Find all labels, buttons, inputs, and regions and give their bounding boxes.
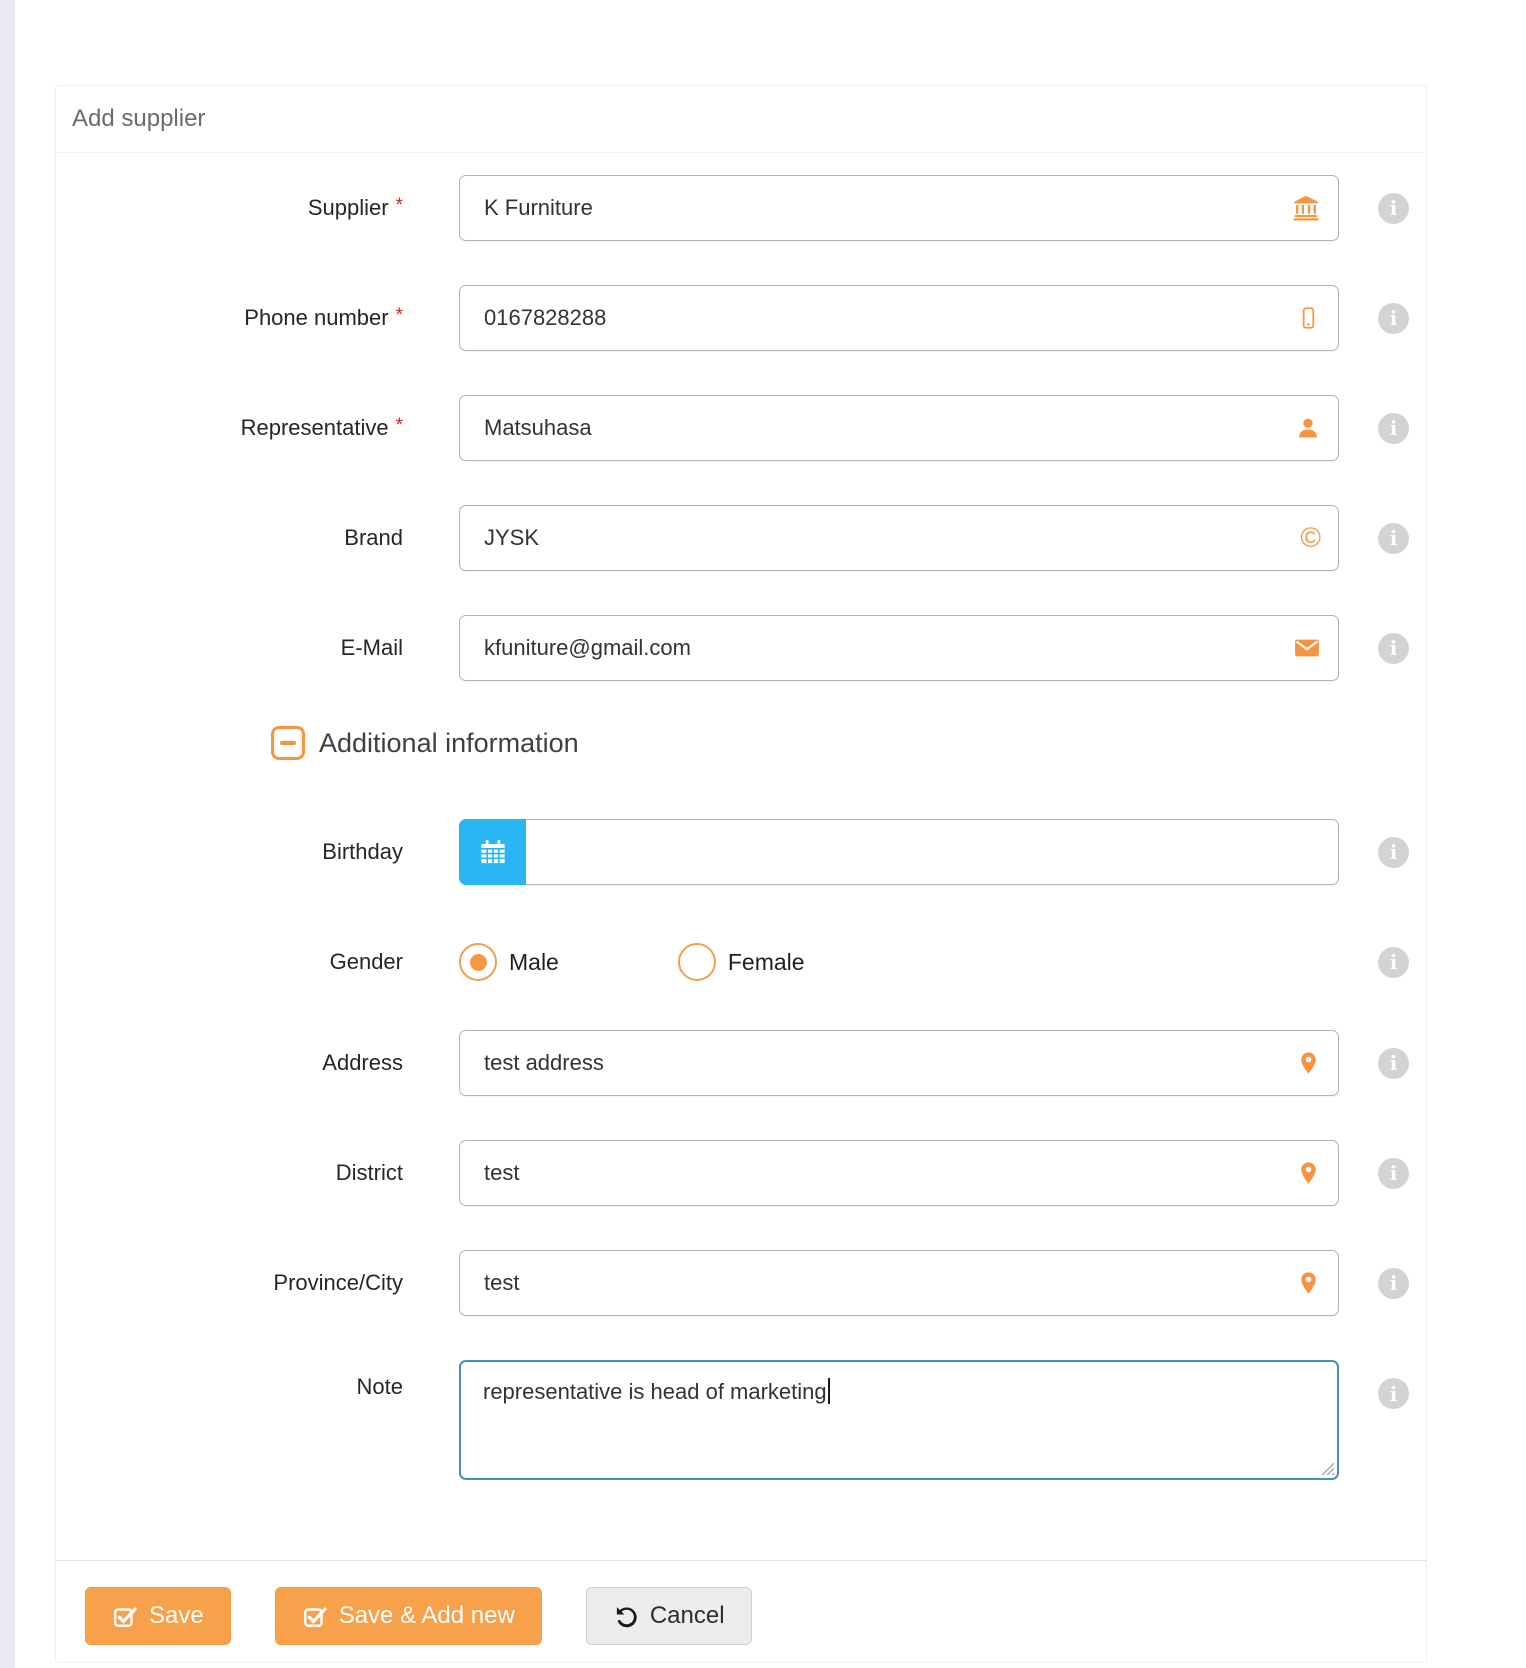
supplier-label: Supplier * [307,195,403,220]
resize-handle[interactable] [1321,1462,1334,1475]
note-text: representative is head of marketing [483,1379,827,1404]
mobile-icon [1296,306,1321,331]
note-textarea[interactable] [459,1360,1339,1480]
gender-female-radio[interactable] [678,943,716,981]
phone-input[interactable] [459,285,1339,351]
add-supplier-panel [55,85,1427,1663]
check-square-icon [302,1603,328,1629]
text-cursor [828,1378,830,1404]
note-row [56,1360,1426,1480]
calendar-icon [478,837,508,867]
birthday-input[interactable] [526,819,1339,885]
user-icon [1295,415,1321,441]
birthday-calendar-button[interactable] [459,819,526,885]
map-marker-icon [1296,1161,1321,1186]
panel-header [56,86,1426,153]
brand-row [56,505,1426,571]
supplier-row [56,175,1426,241]
gender-male-label[interactable]: Male [509,948,559,975]
page-title: Add supplier [72,105,206,132]
info-icon[interactable]: i [1378,947,1409,978]
phone-label: Phone number * [244,305,403,330]
email-label: E-Mail [340,635,403,660]
representative-row [56,395,1426,461]
envelope-icon [1293,634,1321,662]
info-icon[interactable]: i [1378,413,1409,444]
panel-footer [56,1560,1426,1662]
required-asterisk: * [395,305,403,326]
gender-female-label[interactable]: Female [727,948,805,975]
birthday-row [56,819,1426,885]
bank-icon [1291,193,1321,223]
district-label: District [335,1160,403,1185]
required-asterisk: * [395,415,403,436]
info-icon[interactable]: i [1378,303,1409,334]
district-input[interactable] [459,1140,1339,1206]
supplier-input[interactable] [459,175,1339,241]
province-label: Province/City [273,1270,403,1295]
save-button[interactable]: Save [85,1587,231,1645]
map-marker-icon [1296,1271,1321,1296]
page-left-gutter [0,0,15,1668]
copyright-icon: © [1300,522,1321,553]
cancel-button[interactable]: Cancel [586,1587,752,1645]
note-label: Note [356,1374,403,1399]
required-asterisk: * [395,195,403,216]
minus-square-icon[interactable] [271,726,305,760]
gender-label: Gender [329,949,403,974]
district-row [56,1140,1426,1206]
birthday-label: Birthday [322,839,403,864]
info-icon[interactable]: i [1378,633,1409,664]
address-row [56,1030,1426,1096]
map-marker-icon [1296,1051,1321,1076]
gender-male-radio[interactable] [459,943,497,981]
province-row [56,1250,1426,1316]
additional-info-label: Additional information [319,727,579,758]
info-icon[interactable]: i [1378,523,1409,554]
representative-label: Representative * [240,415,403,440]
info-icon[interactable]: i [1378,1378,1409,1409]
info-icon[interactable]: i [1378,837,1409,868]
gender-row [56,929,1426,995]
info-icon[interactable]: i [1378,1158,1409,1189]
province-input[interactable] [459,1250,1339,1316]
info-icon[interactable]: i [1378,1268,1409,1299]
additional-info-toggle[interactable] [56,725,1426,761]
email-row [56,615,1426,681]
info-icon[interactable]: i [1378,193,1409,224]
phone-row [56,285,1426,351]
email-input[interactable] [459,615,1339,681]
address-label: Address [322,1050,403,1075]
address-input[interactable] [459,1030,1339,1096]
check-square-icon [112,1603,138,1629]
brand-input[interactable] [459,505,1339,571]
brand-label: Brand [344,525,403,550]
representative-input[interactable] [459,395,1339,461]
undo-icon [613,1603,639,1629]
info-icon[interactable]: i [1378,1048,1409,1079]
save-add-new-button[interactable]: Save & Add new [275,1587,542,1645]
